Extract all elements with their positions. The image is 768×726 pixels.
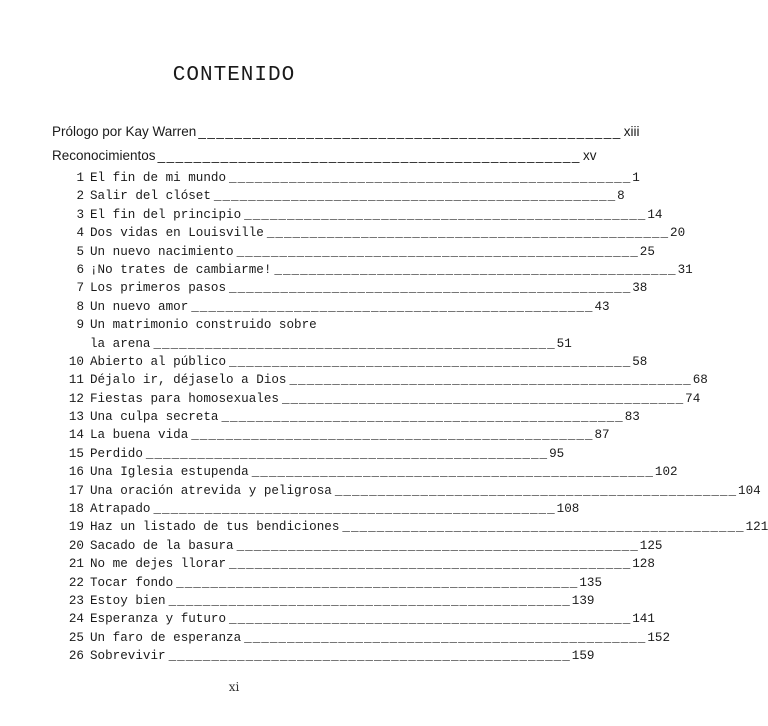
toc-entry: [60, 575, 603, 594]
chapter-number: 12: [68, 391, 84, 406]
dot-leader: _______________________________________________: [229, 612, 632, 627]
dot-leader: _______________________________________________: [266, 226, 670, 241]
chapter-number: 4: [76, 226, 84, 241]
chapter-page: 87: [594, 428, 610, 443]
chapter-title: Abierto al público: [90, 354, 227, 369]
toc-entry: [60, 630, 671, 649]
toc-entry: [60, 649, 595, 667]
page-number: xi: [228, 680, 240, 694]
dot-leader: _______________________________________________: [153, 336, 556, 351]
toc-entry: [60, 520, 768, 538]
chapter-title: Un nuevo amor: [90, 299, 189, 314]
chapter-number: 19: [68, 520, 84, 535]
chapter-number: 1: [76, 171, 84, 185]
chapter-number: 25: [68, 630, 84, 645]
chapter-number: 10: [68, 354, 84, 369]
chapter-title: Una culpa secreta: [90, 410, 219, 425]
chapter-title: ¡No trates de cambiarme!: [90, 262, 272, 277]
chapter-title: Sacado de la basura: [90, 538, 234, 553]
chapter-page: 74: [685, 391, 701, 406]
toc-entry: [60, 557, 655, 575]
toc-entry: [60, 189, 625, 207]
front-matter-item-acknowledgements: [52, 148, 597, 163]
chapter-page: 102: [654, 465, 678, 480]
chapter-number: 23: [68, 593, 84, 608]
toc-entry: [60, 207, 663, 226]
chapter-number: 3: [76, 207, 84, 222]
dot-leader: _______________________________________________: [244, 630, 647, 645]
toc-entry: [60, 502, 580, 520]
chapter-page: 43: [594, 299, 610, 314]
dot-leader: _______________________________________________: [168, 593, 571, 608]
chapter-title: El fin del principio: [90, 207, 242, 222]
dot-leader: _______________________________________________: [229, 557, 632, 572]
toc-entry: [60, 354, 648, 373]
chapter-page: 121: [745, 520, 768, 535]
chapter-title: Déjalo ir, déjaselo a Dios: [90, 373, 287, 388]
dot-leader: _______________________________________________: [213, 189, 617, 204]
chapter-title: El fin de mi mundo: [90, 171, 227, 185]
chapter-title: Atrapado: [90, 502, 151, 517]
chapter-page: 58: [632, 354, 648, 369]
chapter-page: 1: [632, 171, 640, 185]
chapter-number: 13: [68, 410, 84, 425]
dot-leader: _______________________________________________: [176, 575, 579, 590]
chapter-page: 38: [632, 281, 648, 296]
front-matter-page: xv: [582, 148, 597, 163]
chapter-number: 14: [68, 428, 84, 443]
chapter-number: 9: [76, 318, 84, 333]
dot-leader: _______________________________________________: [157, 148, 581, 163]
dot-leader: _______________________________________________: [198, 124, 622, 139]
dot-leader: _______________________________________________: [236, 244, 639, 259]
chapter-title: Perdido: [90, 446, 143, 461]
chapter-title: Un nuevo nacimiento: [90, 244, 234, 259]
dot-leader: _______________________________________________: [168, 649, 571, 664]
chapter-page: 95: [549, 446, 565, 461]
chapter-number: 16: [68, 465, 84, 480]
chapter-title: Salir del clóset: [90, 189, 211, 204]
chapter-page: 108: [556, 502, 580, 517]
dot-leader: _______________________________________________: [229, 171, 632, 185]
dot-leader: _______________________________________________: [153, 502, 556, 517]
chapter-page: 31: [677, 262, 693, 277]
chapter-title-continuation: la arena: [90, 336, 151, 351]
chapter-title: Una Iglesia estupenda: [90, 465, 249, 480]
toc-entry: [60, 281, 648, 299]
dot-leader: _______________________________________________: [191, 428, 594, 443]
toc-entry: [60, 410, 640, 428]
dot-leader: _______________________________________________: [251, 465, 654, 480]
table-of-contents: [60, 171, 768, 668]
toc-entry: [60, 612, 655, 630]
dot-leader: _______________________________________________: [289, 373, 692, 388]
toc-entry: [60, 244, 655, 263]
chapter-number: 22: [68, 575, 84, 590]
toc-entry: [60, 318, 409, 336]
dot-leader: _______________________________________________: [244, 207, 647, 222]
chapter-page: 83: [624, 410, 640, 425]
chapter-page: 51: [556, 336, 572, 351]
chapter-title: Un faro de esperanza: [90, 630, 242, 645]
chapter-title: Los primeros pasos: [90, 281, 227, 296]
chapter-page: 104: [738, 483, 761, 498]
chapter-page: 8: [617, 189, 625, 204]
toc-entry: [60, 391, 701, 410]
chapter-page: 125: [639, 538, 663, 553]
toc-entry: [60, 373, 708, 391]
chapter-page: 135: [579, 575, 603, 590]
dot-leader: _______________________________________________: [229, 354, 632, 369]
dot-leader: _______________________________________________: [236, 538, 639, 553]
toc-entry-continuation: [60, 336, 572, 355]
chapter-page: 14: [647, 207, 663, 222]
chapter-number: 20: [68, 538, 84, 553]
dot-leader: _______________________________________________: [281, 391, 685, 406]
chapter-title: La buena vida: [90, 428, 189, 443]
chapter-number: 2: [76, 189, 84, 204]
chapter-title: Fiestas para homosexuales: [90, 391, 279, 406]
chapter-number: 15: [68, 446, 84, 461]
front-matter-label: Reconocimientos: [52, 148, 156, 163]
chapter-title: Tocar fondo: [90, 575, 174, 590]
chapter-page: 152: [647, 630, 671, 645]
front-matter-page: xiii: [623, 124, 640, 139]
chapter-number: 11: [68, 373, 84, 388]
dot-leader: _______________________________________________: [191, 299, 594, 314]
chapter-page: 141: [632, 612, 655, 627]
chapter-page: 128: [632, 557, 655, 572]
chapter-page: 159: [571, 649, 595, 664]
chapter-page: 68: [692, 373, 708, 388]
chapter-number: 21: [68, 557, 84, 572]
toc-entry: [60, 465, 678, 483]
chapter-title: Estoy bien: [90, 593, 166, 608]
chapter-number: 6: [76, 262, 84, 277]
front-matter-item-prologue: [52, 124, 640, 139]
chapter-page: 139: [571, 593, 595, 608]
toc-entry: [60, 171, 640, 189]
chapter-title: No me dejes llorar: [90, 557, 227, 572]
chapter-title: Sobrevivir: [90, 649, 166, 664]
dot-leader: _______________________________________________: [221, 410, 624, 425]
front-matter-label: Prólogo por Kay Warren: [52, 124, 197, 139]
toc-entry: [60, 538, 663, 557]
chapter-title: Una oración atrevida y peligrosa: [90, 483, 332, 498]
dot-leader: _______________________________________________: [229, 281, 632, 296]
toc-entry: [60, 428, 610, 446]
chapter-title: Dos vidas en Louisville: [90, 226, 264, 241]
dot-leader: _______________________________________________: [334, 483, 738, 498]
page-title: CONTENIDO: [172, 64, 296, 87]
toc-entry: [60, 483, 761, 502]
chapter-number: 17: [68, 483, 84, 498]
toc-entry: [60, 262, 693, 281]
dot-leader: _______________________________________________: [145, 446, 549, 461]
chapter-number: 24: [68, 612, 84, 627]
dot-leader: _______________________________________________: [342, 520, 745, 535]
chapter-title: Un matrimonio construido sobre: [90, 318, 317, 333]
chapter-number: 8: [76, 299, 84, 314]
chapter-number: 18: [68, 502, 84, 517]
toc-entry: [60, 299, 610, 318]
dot-leader: _______________________________________________: [274, 262, 677, 277]
toc-entry: [60, 593, 595, 612]
chapter-page: 20: [670, 226, 686, 241]
chapter-page: 25: [639, 244, 655, 259]
chapter-title: Haz un listado de tus bendiciones: [90, 520, 340, 535]
chapter-number: 7: [76, 281, 84, 296]
toc-entry: [60, 446, 565, 465]
toc-entry: [60, 226, 686, 244]
chapter-title: Esperanza y futuro: [90, 612, 227, 627]
chapter-number: 5: [76, 244, 84, 259]
chapter-number: 26: [68, 649, 84, 664]
